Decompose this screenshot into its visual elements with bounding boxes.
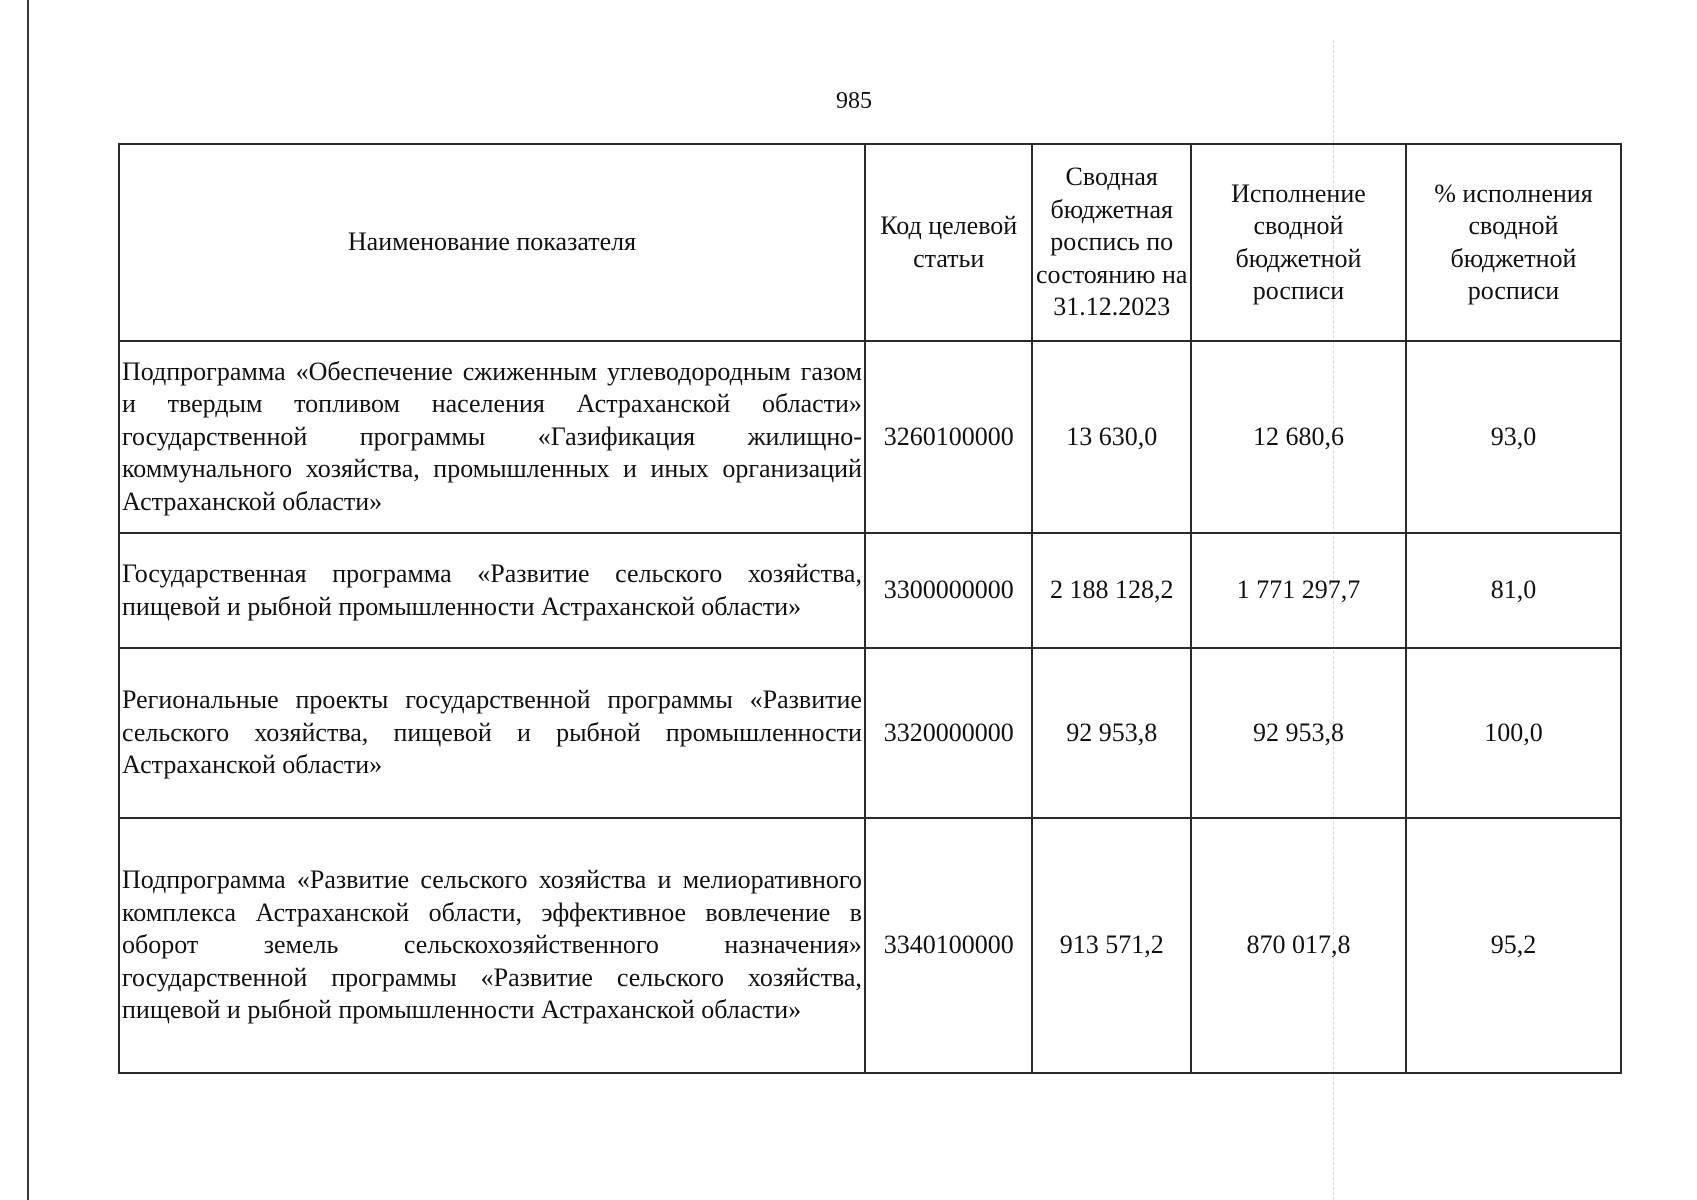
header-indicator-name: Наименование показателя xyxy=(119,144,865,341)
row-indicator-name: Подпрограмма «Развитие сельского хозяйства и мелиоративного комплекса Астраханской области, эффективное вовлечение в оборот земель сельскохозяйственного назначения» государственной программы «Развитие сельского хозяйства, пищевой и рыбной промышленности Астраханской области» xyxy=(119,818,865,1073)
table-row xyxy=(119,648,1621,818)
header-budget-execution: Исполнение сводной бюджетной росписи xyxy=(1191,144,1406,341)
binding-margin-line xyxy=(27,0,29,1200)
row-execution-percent: 100,0 xyxy=(1406,648,1621,818)
row-budget-execution: 12 680,6 xyxy=(1191,341,1406,533)
row-budget-plan: 92 953,8 xyxy=(1032,648,1190,818)
header-budget-plan: Сводная бюджетная роспись по состоянию на 31.12.2023 xyxy=(1032,144,1190,341)
page-number: 985 xyxy=(836,88,872,114)
row-indicator-name: Государственная программа «Развитие сельского хозяйства, пищевой и рыбной промышленности Астраханской области» xyxy=(119,533,865,648)
row-target-code: 3320000000 xyxy=(865,648,1033,818)
row-target-code: 3340100000 xyxy=(865,818,1033,1073)
table-row xyxy=(119,341,1621,533)
row-budget-plan: 2 188 128,2 xyxy=(1032,533,1190,648)
header-target-code: Код целевой статьи xyxy=(865,144,1033,341)
row-execution-percent: 93,0 xyxy=(1406,341,1621,533)
header-execution-percent: % исполнения сводной бюджетной росписи xyxy=(1406,144,1621,341)
row-budget-execution: 870 017,8 xyxy=(1191,818,1406,1073)
table-row xyxy=(119,533,1621,648)
table-row xyxy=(119,818,1621,1073)
row-budget-execution: 1 771 297,7 xyxy=(1191,533,1406,648)
row-execution-percent: 95,2 xyxy=(1406,818,1621,1073)
row-budget-plan: 913 571,2 xyxy=(1032,818,1190,1073)
row-target-code: 3260100000 xyxy=(865,341,1033,533)
row-execution-percent: 81,0 xyxy=(1406,533,1621,648)
row-indicator-name: Подпрограмма «Обеспечение сжиженным углеводородным газом и твердым топливом населения Астраханской области» государственной программы «Газификация жилищно-коммунального хозяйства, промышленных и иных организаций Астраханской области» xyxy=(119,341,865,533)
table-header-row xyxy=(119,144,1621,341)
budget-execution-table xyxy=(118,143,1622,1074)
row-budget-execution: 92 953,8 xyxy=(1191,648,1406,818)
row-target-code: 3300000000 xyxy=(865,533,1033,648)
row-budget-plan: 13 630,0 xyxy=(1032,341,1190,533)
row-indicator-name: Региональные проекты государственной программы «Развитие сельского хозяйства, пищевой и рыбной промышленности Астраханской области» xyxy=(119,648,865,818)
